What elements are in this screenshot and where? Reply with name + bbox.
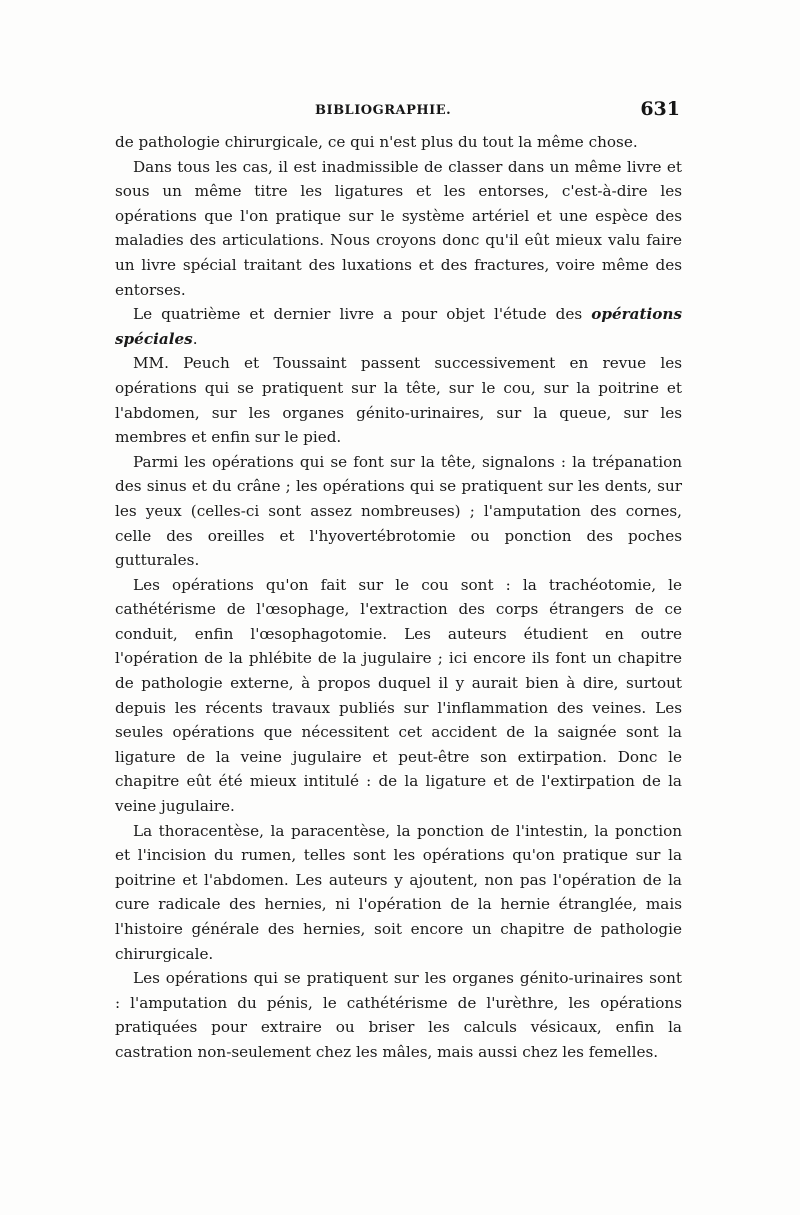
paragraph-text: .: [192, 329, 198, 348]
running-title: BIBLIOGRAPHIE.: [315, 103, 452, 118]
paragraph-continuation: de pathologie chirurgicale, ce qui n'est plus du tout la même chose.: [115, 133, 638, 151]
paragraph: Les opérations qui se pratiquent sur les organes génito-urinaires sont : l'amputation du pénis, le cathétérisme de l'urèthre, les opérations pratiquées pour extraire ou briser les calculs vésicaux, enfin la castration non-seulement chez les mâles, mais aussi chez les femelles.: [115, 969, 682, 1061]
paragraph: Dans tous les cas, il est inadmissible de classer dans un même livre et sous un même titre les ligatures et les entorses, c'est-à-dire les opérations que l'on pratique sur le système artériel et une espèce des maladies des articulations. Nous croyons donc qu'il eût mieux valu faire un livre spécial traitant des luxations et des fractures, voire même des entorses.: [115, 157, 682, 299]
emphasized-text: opérations spéciales: [115, 305, 682, 348]
page-header: [115, 98, 680, 128]
paragraph-text: Le quatrième et dernier livre a pour objet l'étude des: [133, 305, 592, 324]
body-text: [115, 130, 682, 1065]
paragraph: Les opérations qu'on fait sur le cou sont : la trachéotomie, le cathétérisme de l'œsophage, l'extraction des corps étrangers de ce conduit, enfin l'œsophagotomie. Les auteurs étudient en outre l'opération de la phlébite de la jugulaire ; ici encore ils font un chapitre de pathologie externe, à propos duquel il y aurait bien à dire, surtout depuis les récents travaux publiés sur l'inflammation des veines. Les seules opérations que nécessitent cet accident de la saignée sont la ligature de la veine jugulaire et peut-être son extirpation. Donc le chapitre eût été mieux intitulé : de la ligature et de l'extirpation de la veine jugulaire.: [115, 575, 682, 816]
paragraph: Parmi les opérations qui se font sur la tête, signalons : la trépanation des sinus et du crâne ; les opérations qui se pratiquent sur les dents, sur les yeux (celles-ci sont assez nombreuses) ; l'amputation des cornes, celle des oreilles et l'hyovertébrotomie ou ponction des poches gutturales.: [115, 452, 682, 570]
page-number: 631: [640, 98, 680, 120]
paragraph: [115, 302, 682, 351]
paragraph: MM. Peuch et Toussaint passent successivement en revue les opérations qui se pratiquent sur la tête, sur le cou, sur la poitrine et l'abdomen, sur les organes génito-urinaires, sur la queue, sur les membres et enfin sur le pied.: [115, 354, 682, 447]
paragraph: La thoracentèse, la paracentèse, la ponction de l'intestin, la ponction et l'incision du rumen, telles sont les opérations qu'on pratique sur la poitrine et l'abdomen. Les auteurs y ajoutent, non pas l'opération de la cure radicale des hernies, ni l'opération de la hernie étranglée, mais l'histoire générale des hernies, soit encore un chapitre de pathologie chirurgicale.: [115, 821, 682, 963]
